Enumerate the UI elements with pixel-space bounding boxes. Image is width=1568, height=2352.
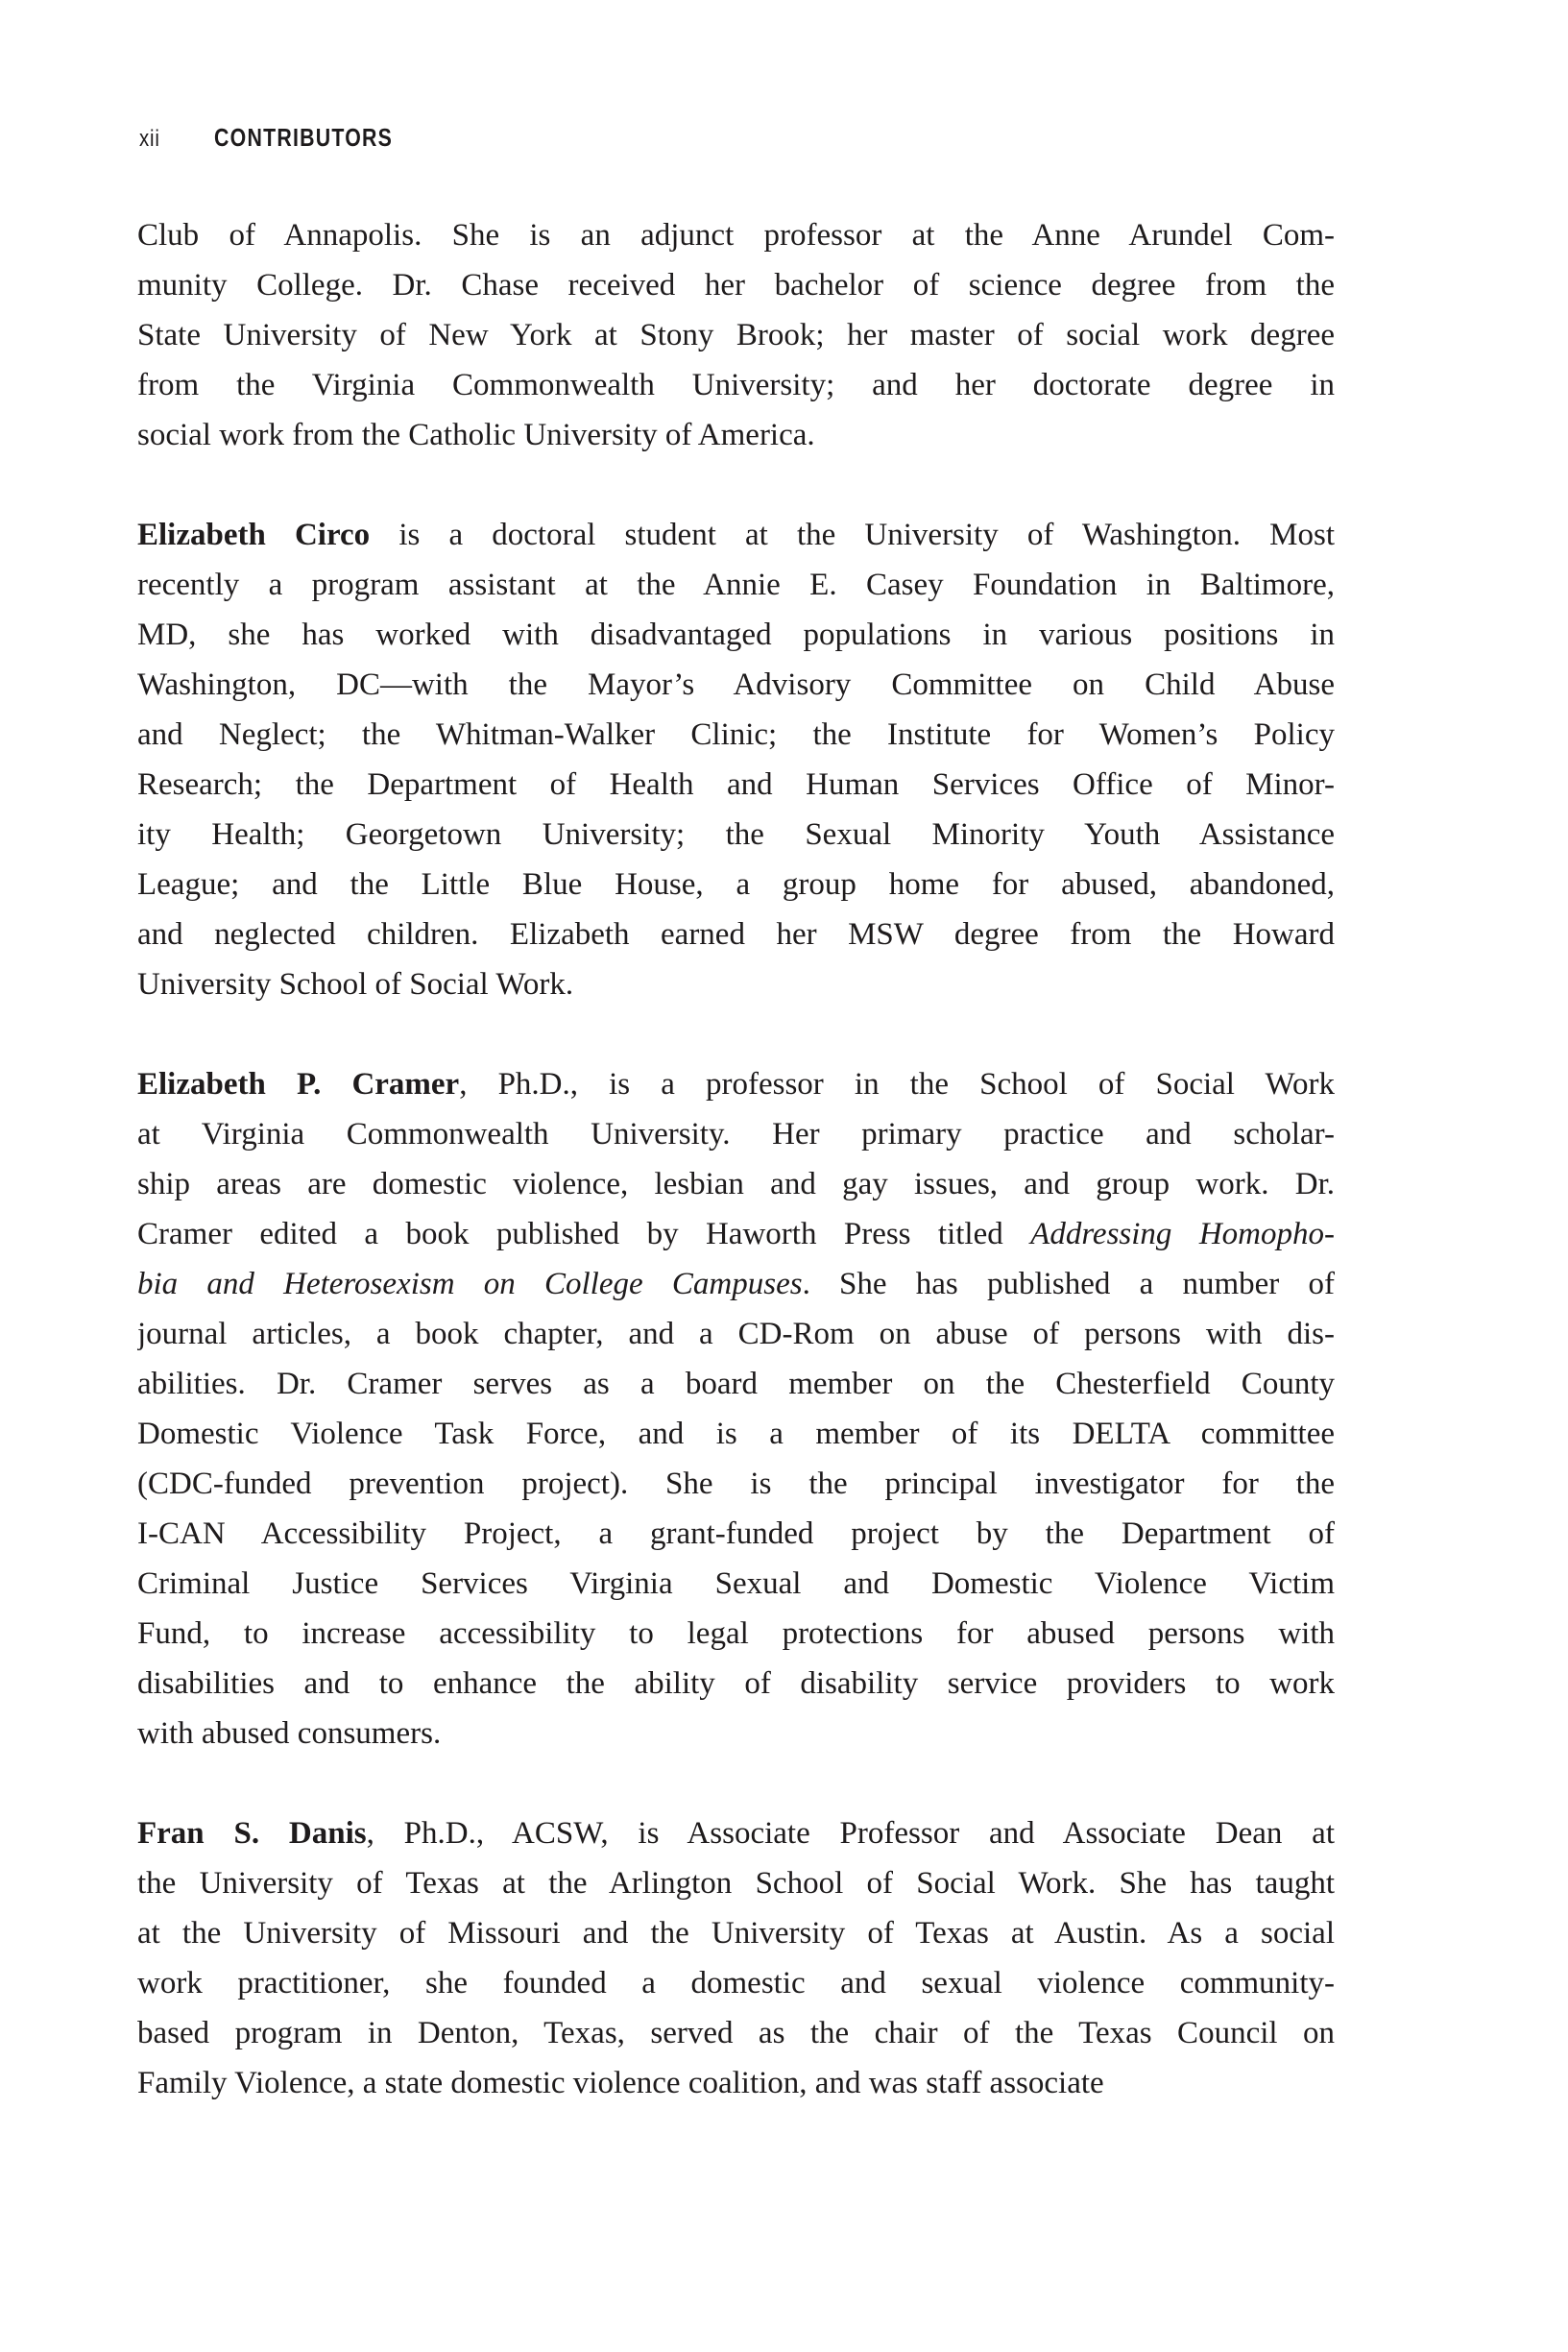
text-line: [137, 1509, 1335, 1559]
text-line: [137, 2008, 1335, 2058]
body-text: from the Virginia Commonwealth University; and her doctorate degree in: [137, 368, 1335, 402]
text-line: [137, 2058, 1335, 2108]
contributor-name: Fran S. Danis: [137, 1816, 367, 1851]
body-text: is a doctoral student at the University of Washington. Most: [370, 518, 1335, 552]
body-text: with abused consumers.: [137, 1716, 442, 1751]
body-text: based program in Denton, Texas, served as the chair of the Texas Council on: [137, 2016, 1335, 2050]
paragraph: [137, 510, 1335, 1009]
body-text: Research; the Department of Health and Human Services Office of Minor-: [137, 767, 1335, 802]
body-text: Cramer edited a book published by Haworth Press titled: [137, 1217, 1031, 1251]
text-line: [137, 959, 1335, 1009]
body-text: . She has published a number of: [802, 1267, 1335, 1301]
text-line: [137, 1059, 1335, 1109]
text-line: [137, 660, 1335, 710]
contributor-name: Elizabeth P. Cramer: [137, 1067, 460, 1102]
text-line: [137, 1409, 1335, 1459]
page-number: xii: [139, 126, 160, 152]
body-text: University School of Social Work.: [137, 967, 574, 1002]
text-line: [137, 210, 1335, 260]
text-line: [137, 560, 1335, 610]
body-text: social work from the Catholic University of America.: [137, 418, 815, 452]
text-line: [137, 1709, 1335, 1758]
body-text: ity Health; Georgetown University; the Sexual Minority Youth Assistance: [137, 817, 1335, 852]
text-line: [137, 1159, 1335, 1209]
text-line: [137, 410, 1335, 460]
text-line: [137, 810, 1335, 860]
text-line: [137, 860, 1335, 909]
text-line: [137, 1958, 1335, 2008]
book-title: bia and Heterosexism on College Campuses: [137, 1267, 803, 1301]
body-text: the University of Texas at the Arlington School of Social Work. She has taught: [137, 1866, 1335, 1901]
book-title: Addressing Homopho-: [1030, 1217, 1335, 1251]
body-text: and Neglect; the Whitman-Walker Clinic; the Institute for Women’s Policy: [137, 717, 1335, 752]
body-text: abilities. Dr. Cramer serves as a board member on the Chesterfield County: [137, 1367, 1335, 1401]
text-line: [137, 909, 1335, 959]
body-text: I-CAN Accessibility Project, a grant-funded project by the Department of: [137, 1516, 1335, 1551]
body-text: journal articles, a book chapter, and a CD-Rom on abuse of persons with dis-: [137, 1317, 1335, 1351]
paragraph: [137, 210, 1335, 460]
text-line: [137, 1109, 1335, 1159]
body-text: recently a program assistant at the Annie E. Casey Foundation in Baltimore,: [137, 568, 1335, 602]
text-line: [137, 1908, 1335, 1958]
body-text: disabilities and to enhance the ability of disability service providers to work: [137, 1666, 1335, 1701]
text-line: [137, 1459, 1335, 1509]
text-line: [137, 760, 1335, 810]
text-line: [137, 510, 1335, 560]
text-line: [137, 1808, 1335, 1858]
contributor-name: Elizabeth Circo: [137, 518, 371, 552]
text-block: [137, 210, 1335, 2108]
body-text: munity College. Dr. Chase received her bachelor of science degree from the: [137, 268, 1335, 303]
text-line: [137, 1209, 1335, 1259]
body-text: Family Violence, a state domestic violence coalition, and was staff associate: [137, 2066, 1104, 2100]
body-text: Criminal Justice Services Virginia Sexual and Domestic Violence Victim: [137, 1566, 1335, 1601]
body-text: , Ph.D., is a professor in the School of Social Work: [459, 1067, 1335, 1102]
text-line: [137, 1259, 1335, 1309]
text-line: [137, 260, 1335, 310]
body-text: Fund, to increase accessibility to legal protections for abused persons with: [137, 1616, 1335, 1651]
text-line: [137, 1309, 1335, 1359]
body-text: League; and the Little Blue House, a group home for abused, abandoned,: [137, 867, 1335, 902]
body-text: and neglected children. Elizabeth earned her MSW degree from the Howard: [137, 917, 1335, 952]
text-line: [137, 610, 1335, 660]
running-head-title: CONTRIBUTORS: [214, 123, 394, 152]
body-text: Washington, DC—with the Mayor’s Advisory Committee on Child Abuse: [137, 667, 1335, 702]
body-text: at the University of Missouri and the University of Texas at Austin. As a social: [137, 1916, 1335, 1951]
body-text: at Virginia Commonwealth University. Her primary practice and scholar-: [137, 1117, 1335, 1152]
body-text: Domestic Violence Task Force, and is a member of its DELTA committee: [137, 1417, 1335, 1451]
body-text: MD, she has worked with disadvantaged populations in various positions in: [137, 618, 1335, 652]
text-line: [137, 1858, 1335, 1908]
body-text: Club of Annapolis. She is an adjunct professor at the Anne Arundel Com-: [137, 218, 1335, 253]
text-line: [137, 1609, 1335, 1659]
text-line: [137, 710, 1335, 760]
body-text: ship areas are domestic violence, lesbian and gay issues, and group work. Dr.: [137, 1167, 1335, 1201]
text-line: [137, 1659, 1335, 1709]
text-line: [137, 310, 1335, 360]
body-text: (CDC-funded prevention project). She is the principal investigator for the: [137, 1467, 1335, 1501]
text-line: [137, 1559, 1335, 1609]
body-text: work practitioner, she founded a domestic and sexual violence community-: [137, 1966, 1335, 2000]
body-text: , Ph.D., ACSW, is Associate Professor and Associate Dean at: [366, 1816, 1335, 1851]
paragraph: [137, 1059, 1335, 1758]
text-line: [137, 1359, 1335, 1409]
body-text: State University of New York at Stony Brook; her master of social work degree: [137, 318, 1335, 352]
paragraph: [137, 1808, 1335, 2108]
text-line: [137, 360, 1335, 410]
